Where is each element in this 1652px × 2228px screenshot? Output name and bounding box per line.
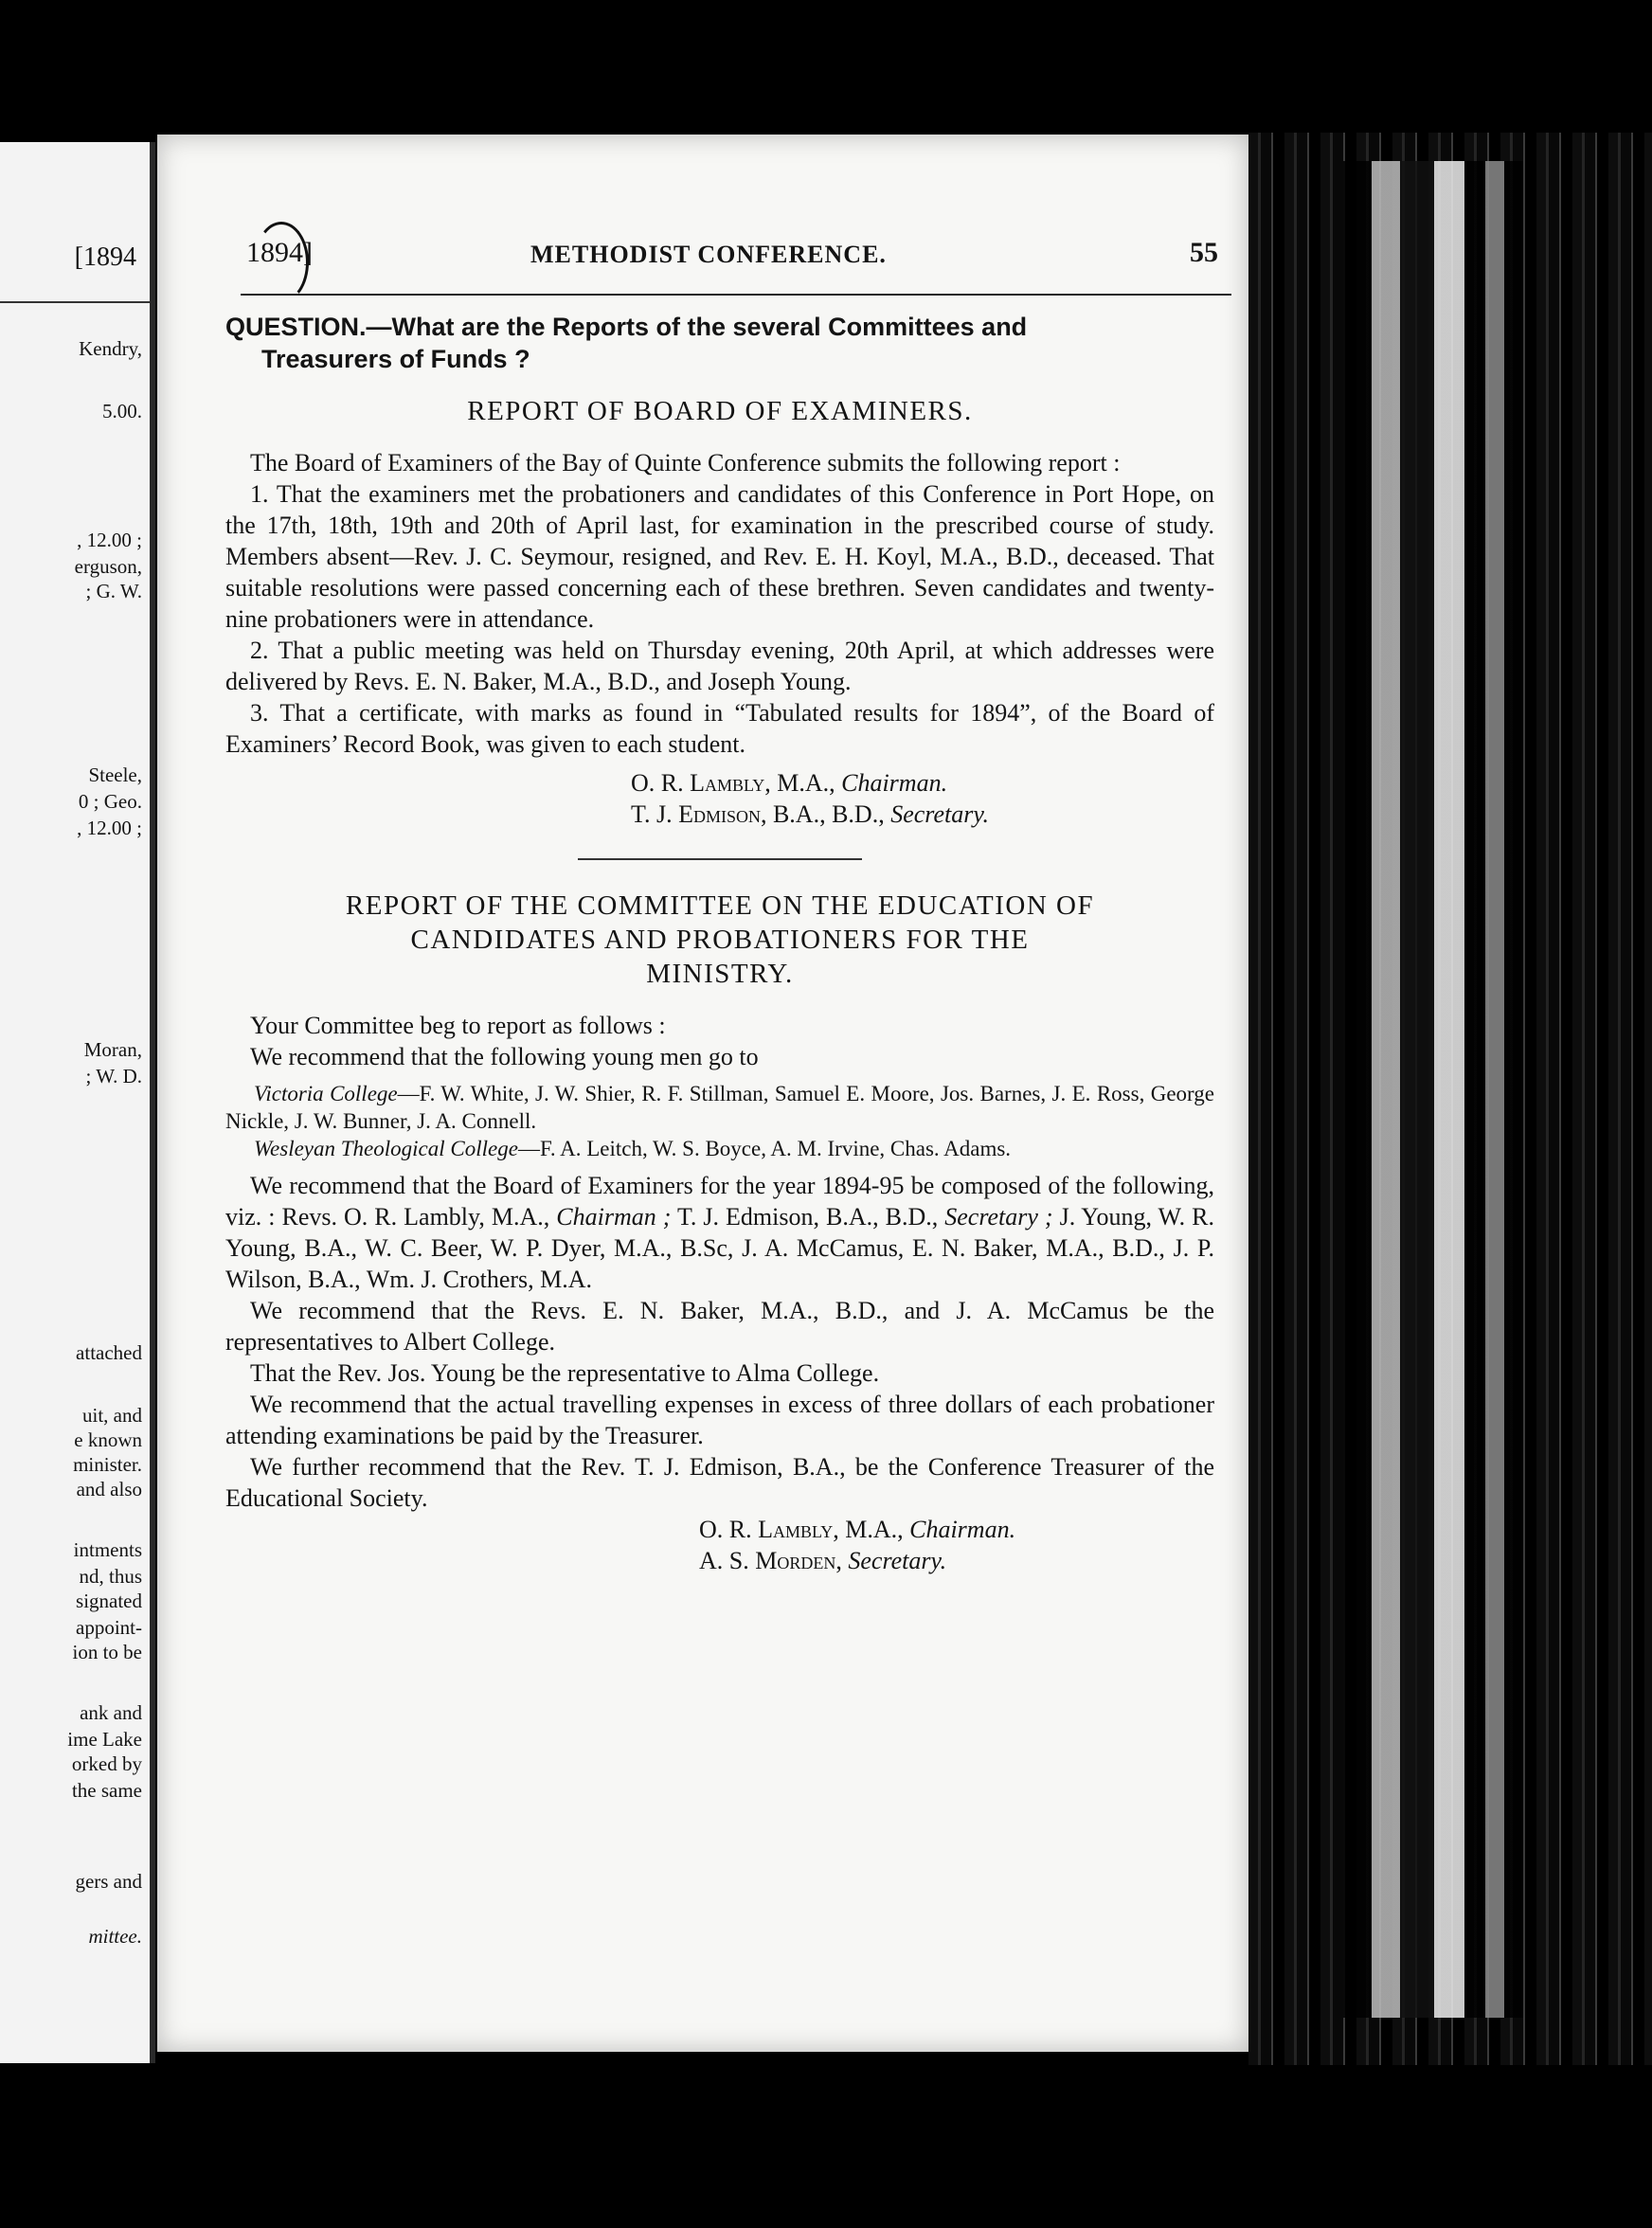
role-chairman: Chairman ; (556, 1203, 672, 1231)
question-continuation: Treasurers of Funds ? (261, 345, 530, 373)
page-edge-highlight (1343, 161, 1523, 2018)
fragment-line: the same (71, 1779, 142, 1802)
examiners-signature-secretary (225, 799, 1214, 830)
fragment-line: 5.00. (102, 400, 142, 422)
signatory-name: O. R. Lambly, (699, 1516, 839, 1543)
running-head (246, 237, 1218, 275)
college-name: Wesleyan Theological College (254, 1137, 518, 1160)
fragment-line: attached (76, 1341, 142, 1364)
paragraph-text: We recommend that the Board of Examiners for the year 1894-95 be composed of the following, viz. : Revs. O. R. Lambly, M.A., (225, 1172, 1214, 1231)
fragment-line: signated (76, 1590, 142, 1612)
fragment-line: and also (76, 1478, 142, 1500)
book-page-edges (1248, 133, 1652, 2065)
fragment-line: intments (73, 1538, 142, 1561)
fragment-line: Moran, (83, 1038, 142, 1061)
signatory-role: Secretary. (890, 800, 989, 828)
fragment-line: ; G. W. (85, 580, 142, 602)
fragment-line: e known (74, 1428, 142, 1451)
signatory-role: Chairman. (841, 769, 948, 797)
signatory-role: Secretary. (841, 1547, 947, 1574)
fragment-line: nd, thus (79, 1565, 142, 1588)
fragment-line: uit, and (82, 1404, 142, 1427)
section-divider (578, 858, 862, 860)
fragment-line: ank and (80, 1701, 142, 1724)
education-report-title-line-3: MINISTRY. (646, 959, 794, 989)
student-names: —F. W. White, J. W. Shier, R. F. Stillman, Samuel E. Moore, Jos. Barnes, J. E. Ross, George Nickle, J. W. Bunner, J. A. Connell. (225, 1082, 1214, 1133)
signatory-name: O. R. Lambly, (631, 769, 771, 797)
fragment-line: mittee. (88, 1925, 142, 1948)
signatory-name: A. S. Morden, (699, 1547, 842, 1574)
previous-page-header: [1894 (74, 243, 136, 272)
header-rule (241, 294, 1231, 296)
education-paragraph: We recommend that the actual travelling expenses in excess of three dollars of each probationer attending examinations be paid by the Treasurer. (225, 1391, 1214, 1449)
education-paragraph: We recommend that the following young men go to (250, 1043, 759, 1070)
examiners-intro: The Board of Examiners of the Bay of Quinte Conference submits the following report : (250, 449, 1121, 476)
education-paragraph: We further recommend that the Rev. T. J. Edmison, B.A., be the Conference Treasurer of the Educational Society. (225, 1453, 1214, 1512)
page-body (225, 311, 1214, 1576)
fragment-line: Steele, (88, 764, 142, 786)
examiners-signature-chairman (225, 767, 1214, 799)
fragment-line: , 12.00 ; (77, 817, 142, 839)
education-signature-secretary (225, 1545, 1214, 1576)
previous-page-fragment (0, 142, 155, 2063)
running-head-year: 1894] (246, 237, 313, 268)
examiners-item-1: 1. That the examiners met the probationers and candidates of this Conference in Port Hope, on the 17th, 18th, 19th and 20th of April last, for examination in the prescribed course of study. Members absent—Rev. J. C. Seymour, resigned, and Rev. E. H. Koyl, M.A., B.D., deceased. That suitable resolutions were passed concerning each of these brethren. Seven candidates and twenty-nine probationers were in attendance. (225, 480, 1214, 633)
signatory-degree: B.A., B.D., (766, 800, 891, 828)
paragraph-text: J. Young, W. R. Young, B.A., W. C. Beer, W. P. Dyer, M.A., B.Sc, J. A. McCamus, E. N. Baker, M.A., B.D., J. P. Wilson, B.A., Wm. J. Crothers, M.A. (225, 1203, 1214, 1293)
fragment-line: , 12.00 ; (77, 529, 142, 551)
examiners-item-2: 2. That a public meeting was held on Thursday evening, 20th April, at which addresses were delivered by Revs. E. N. Baker, M.A., B.D., and Joseph Young. (225, 637, 1214, 695)
fragment-line: 0 ; Geo. (78, 790, 142, 813)
examiners-item-3: 3. That a certificate, with marks as found in “Tabulated results for 1894”, of the Board of Examiners’ Record Book, was given to each student. (225, 699, 1214, 758)
examiners-report-title: REPORT OF BOARD OF EXAMINERS. (467, 396, 973, 426)
education-paragraph: That the Rev. Jos. Young be the representative to Alma College. (250, 1359, 880, 1387)
fragment-line: gers and (75, 1870, 142, 1893)
running-head-title: METHODIST CONFERENCE. (530, 241, 887, 268)
role-secretary: Secretary ; (944, 1203, 1053, 1231)
wesleyan-college-entry (225, 1135, 1214, 1162)
education-paragraph: We recommend that the Revs. E. N. Baker, M.A., B.D., and J. A. McCamus be the representatives to Albert College. (225, 1297, 1214, 1356)
education-paragraph: Your Committee beg to report as follows : (250, 1012, 666, 1039)
student-names: —F. A. Leitch, W. S. Boyce, A. M. Irvine, Chas. Adams. (517, 1137, 1012, 1160)
previous-page-rule (0, 301, 150, 303)
question-heading (225, 311, 1214, 375)
fragment-line: ime Lake (67, 1728, 142, 1751)
education-report-title-line-1: REPORT OF THE COMMITTEE ON THE EDUCATION OF (345, 890, 1095, 921)
college-name: Victoria College (254, 1082, 398, 1105)
document-page (157, 135, 1248, 2052)
fragment-line: ; W. D. (85, 1065, 142, 1087)
education-signature-chairman (225, 1514, 1214, 1545)
fragment-line: Kendry, (79, 337, 142, 360)
fragment-line: minister. (73, 1453, 142, 1476)
paragraph-text: T. J. Edmison, B.A., B.D., (671, 1203, 945, 1231)
question-text: QUESTION.—What are the Reports of the several Committees and (225, 313, 1028, 341)
fragment-line: orked by (71, 1752, 142, 1775)
fragment-line: ion to be (72, 1641, 142, 1663)
signatory-degree: M.A., (838, 1516, 910, 1543)
education-report-title-line-2: CANDIDATES AND PROBATIONERS FOR THE (410, 925, 1030, 955)
signatory-name: T. J. Edmison, (631, 800, 767, 828)
page-number: 55 (1190, 237, 1218, 268)
handwritten-circle-mark (254, 222, 309, 303)
victoria-college-entry (225, 1080, 1214, 1135)
fragment-line: appoint- (76, 1616, 142, 1639)
signatory-role: Chairman. (909, 1516, 1016, 1543)
board-composition-paragraph (225, 1170, 1214, 1295)
fragment-line: erguson, (74, 555, 142, 578)
signatory-degree: M.A., (770, 769, 842, 797)
